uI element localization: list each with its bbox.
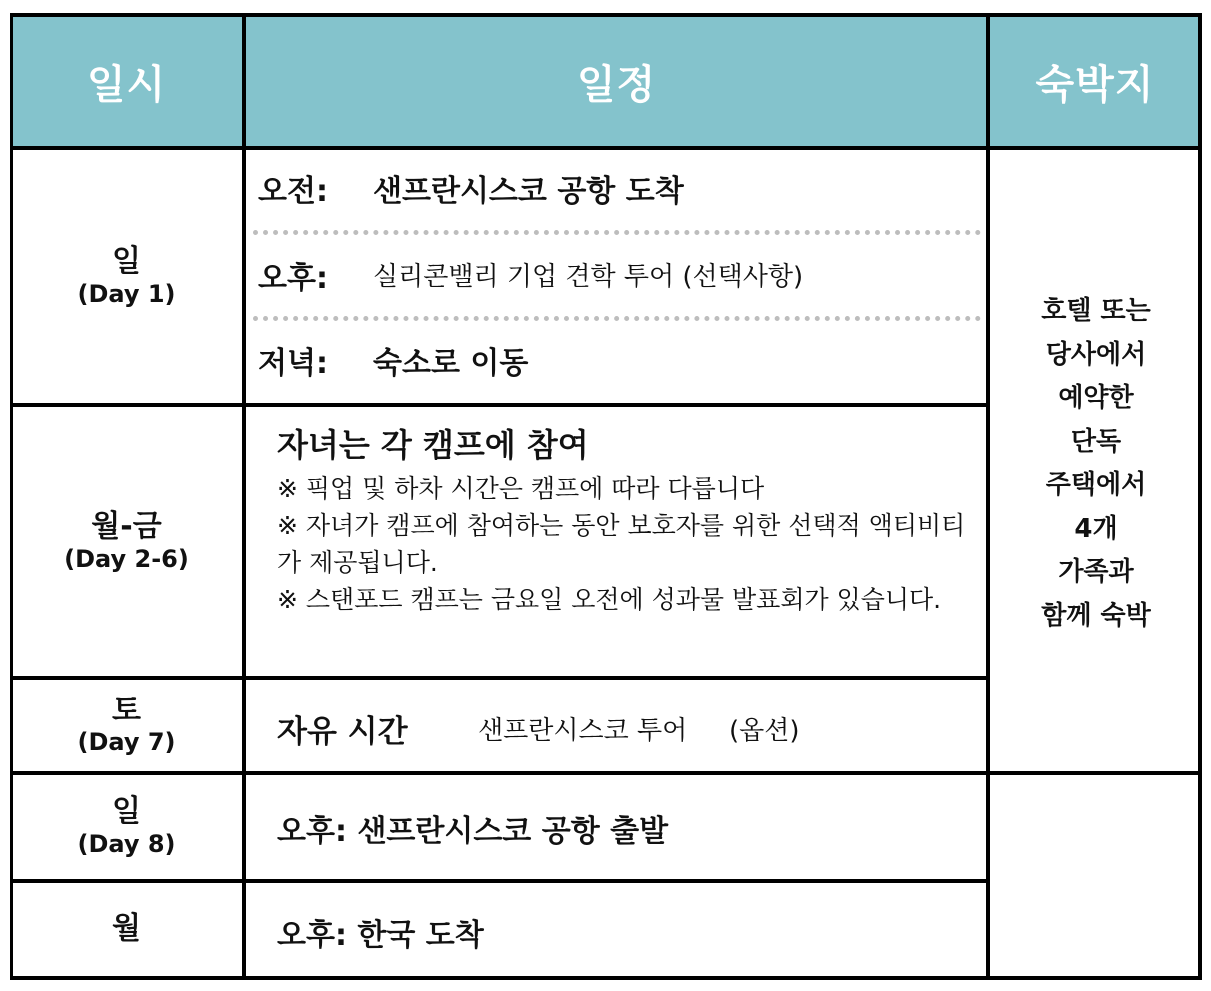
camp-notes (277, 470, 967, 618)
header-stay: 숙박지 (1035, 61, 1155, 108)
row-divider (10, 771, 1202, 775)
camp-note: ※ 스탠포드 캠프는 금요일 오전에 성과물 발표회가 있습니다. (277, 585, 942, 614)
column-divider (986, 13, 990, 980)
camp-note: ※ 자녀가 캠프에 참여하는 동안 보호자를 위한 선택적 액티비티가 제공됩니다. (277, 511, 966, 577)
table-border (10, 976, 1202, 980)
day7-day: 토 (112, 692, 141, 728)
camp-title: 자녀는 각 캠프에 참여 (277, 426, 589, 464)
day8-sub: (Day 8) (77, 829, 176, 858)
day7-option: (옵션) (729, 716, 800, 746)
day1-afternoon-text: 실리콘밸리 기업 견학 투어 (선택사항) (373, 262, 804, 292)
row-divider (10, 403, 990, 407)
row-divider (10, 676, 990, 680)
day2-6-day: 월-금 (91, 509, 162, 545)
day1-evening-label: 저녁: (258, 346, 328, 381)
day1-sub: (Day 1) (77, 279, 176, 308)
day2-6-date-cell (10, 407, 243, 677)
camp-note: ※ 픽업 및 하차 시간은 캠프에 따라 다릅니다 (277, 474, 765, 503)
day2-6-sub: (Day 2-6) (64, 544, 189, 573)
day1-morning-text: 샌프란시스코 공항 도착 (373, 174, 684, 209)
row-divider (10, 879, 990, 883)
day1-evening-text: 숙소로 이동 (373, 346, 529, 381)
day8-date-cell (10, 775, 243, 879)
divider (253, 230, 981, 235)
day7-text: 샌프란시스코 투어 (478, 716, 688, 746)
day7-sub: (Day 7) (77, 728, 176, 757)
day1-date-cell (10, 150, 243, 404)
day9-text: 오후: 한국 도착 (277, 918, 484, 953)
day7-date-cell (10, 680, 243, 771)
stay-text: 호텔 또는 당사에서 예약한 단독 주택에서 4개 가족과 함께 숙박 (1041, 296, 1151, 631)
header-date: 일시 (86, 61, 167, 108)
day1-afternoon-label: 오후: (258, 261, 328, 296)
table-border (10, 13, 1202, 17)
header-schedule: 일정 (576, 61, 657, 108)
column-divider (242, 13, 246, 980)
day8-day: 일 (112, 794, 141, 830)
day9-day: 월 (112, 911, 141, 947)
day7-label: 자유 시간 (277, 714, 408, 750)
row-divider (10, 146, 1202, 150)
day8-text: 오후: 샌프란시스코 공항 출발 (277, 814, 669, 849)
day1-morning-label: 오전: (258, 174, 328, 209)
divider (253, 316, 981, 321)
day1-day: 일 (112, 244, 141, 280)
table-border (1198, 13, 1202, 980)
table-border (10, 13, 13, 980)
day9-date-cell (10, 883, 243, 976)
